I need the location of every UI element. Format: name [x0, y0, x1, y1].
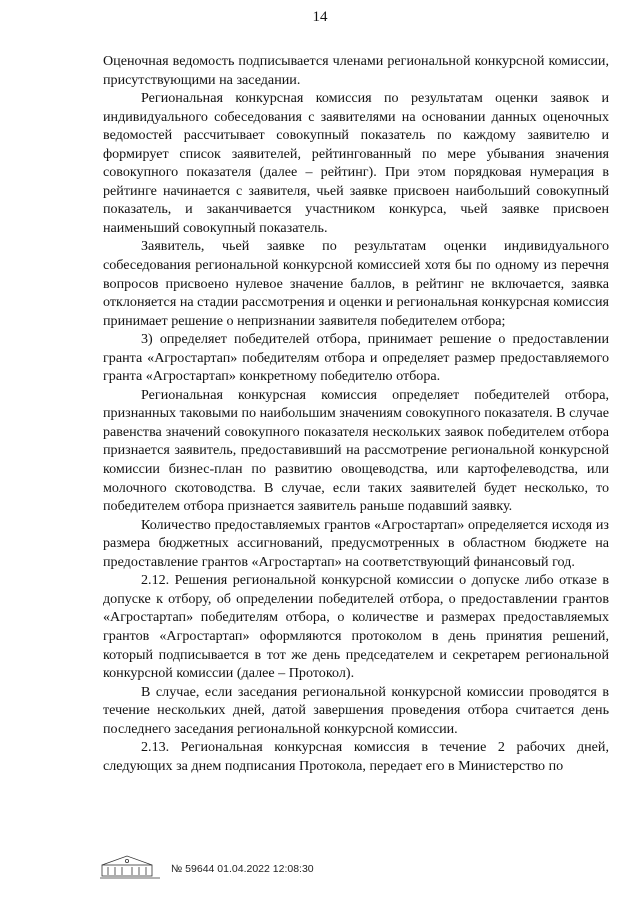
page-number: 14 — [312, 9, 328, 25]
paragraph: 2.12. Решения региональной конкурсной комиссии о допуске либо отказе в допуске к отбору, об определении победителей отбора, о предоставлении грантов «Агростартап» победителям отбора, о количестве и размерах предоставляемых грантов «Агростартап» оформляются протоколом в день принятия решений, который подписывается в тот же день председателем и секретарем региональной конкурсной комиссии (далее – Протокол). — [103, 572, 609, 682]
paragraph: 3) определяет победителей отбора, принимает решение о предоставлении гранта «Агростартап» победителям отбора и определяет размер предоставляемого гранта «Агростартап» конкретному победителю отбора. — [103, 331, 609, 385]
paragraph: Количество предоставляемых грантов «Агростартап» определяется исходя из размера бюджетных ассигнований, предусмотренных в областном бюджете на предоставление грантов «Агростартап» на соответствующий финансовый год. — [103, 516, 609, 570]
paragraph: 2.13. Региональная конкурсная комиссия в течение 2 рабочих дней, следующих за днем подписания Протокола, передает его в Министерство по — [103, 739, 609, 774]
document-id: № 59644 01.04.2022 12:08:30 — [171, 863, 314, 875]
paragraph: Региональная конкурсная комиссия определяет победителей отбора, признанных таковыми по наибольшим значениям совокупного показателя. В случае равенства значений совокупного показателя нескольких заявок победителем отбора признается заявитель, предоставивший на рассмотрение региональной конкурсной комиссии бизнес-план по развитию овощеводства, или картофелеводства, или молочного скотоводства. В случае, если таких заявителей будет несколько, то победителем отбора признается заявитель раньше подавший заявку. — [103, 386, 609, 515]
paragraph: Заявитель, чьей заявке по результатам оценки индивидуального собеседования региональной конкурсной комиссией хотя бы по одному из перечня вопросов присвоено нулевое значение баллов, в рейтинг не включается, заявка отклоняется на стадии рассмотрения и оценки и региональная конкурсная комиссия принимает решение о непризнании заявителя победителем отбора; — [103, 238, 609, 329]
paragraph: Оценочная ведомость подписывается членами региональной конкурсной комиссии, присутствующими на заседании. — [103, 53, 609, 88]
paragraph: В случае, если заседания региональной конкурсной комиссии проводятся в течение нескольких дней, датой завершения проведения отбора считается день последнего заседания региональной конкурсной комиссии. — [103, 683, 609, 737]
body-text — [103, 52, 609, 775]
paragraph: Региональная конкурсная комиссия по результатам оценки заявок и индивидуального собеседования с заявителями на основании данных оценочных ведомостей рассчитывает совокупный показатель по каждому заявителю и формирует список заявителей, рейтингованный по мере убывания значения совокупного показателя (далее – рейтинг). При этом порядковая нумерация в рейтинге начинается с заявителя, чьей заявке присвоен наибольший совокупный показатель, и заканчивается участником конкурса, чьей заявке присвоен наименьший совокупный показатель. — [103, 90, 609, 236]
footer — [98, 851, 398, 881]
government-building-stamp-icon — [98, 851, 162, 881]
